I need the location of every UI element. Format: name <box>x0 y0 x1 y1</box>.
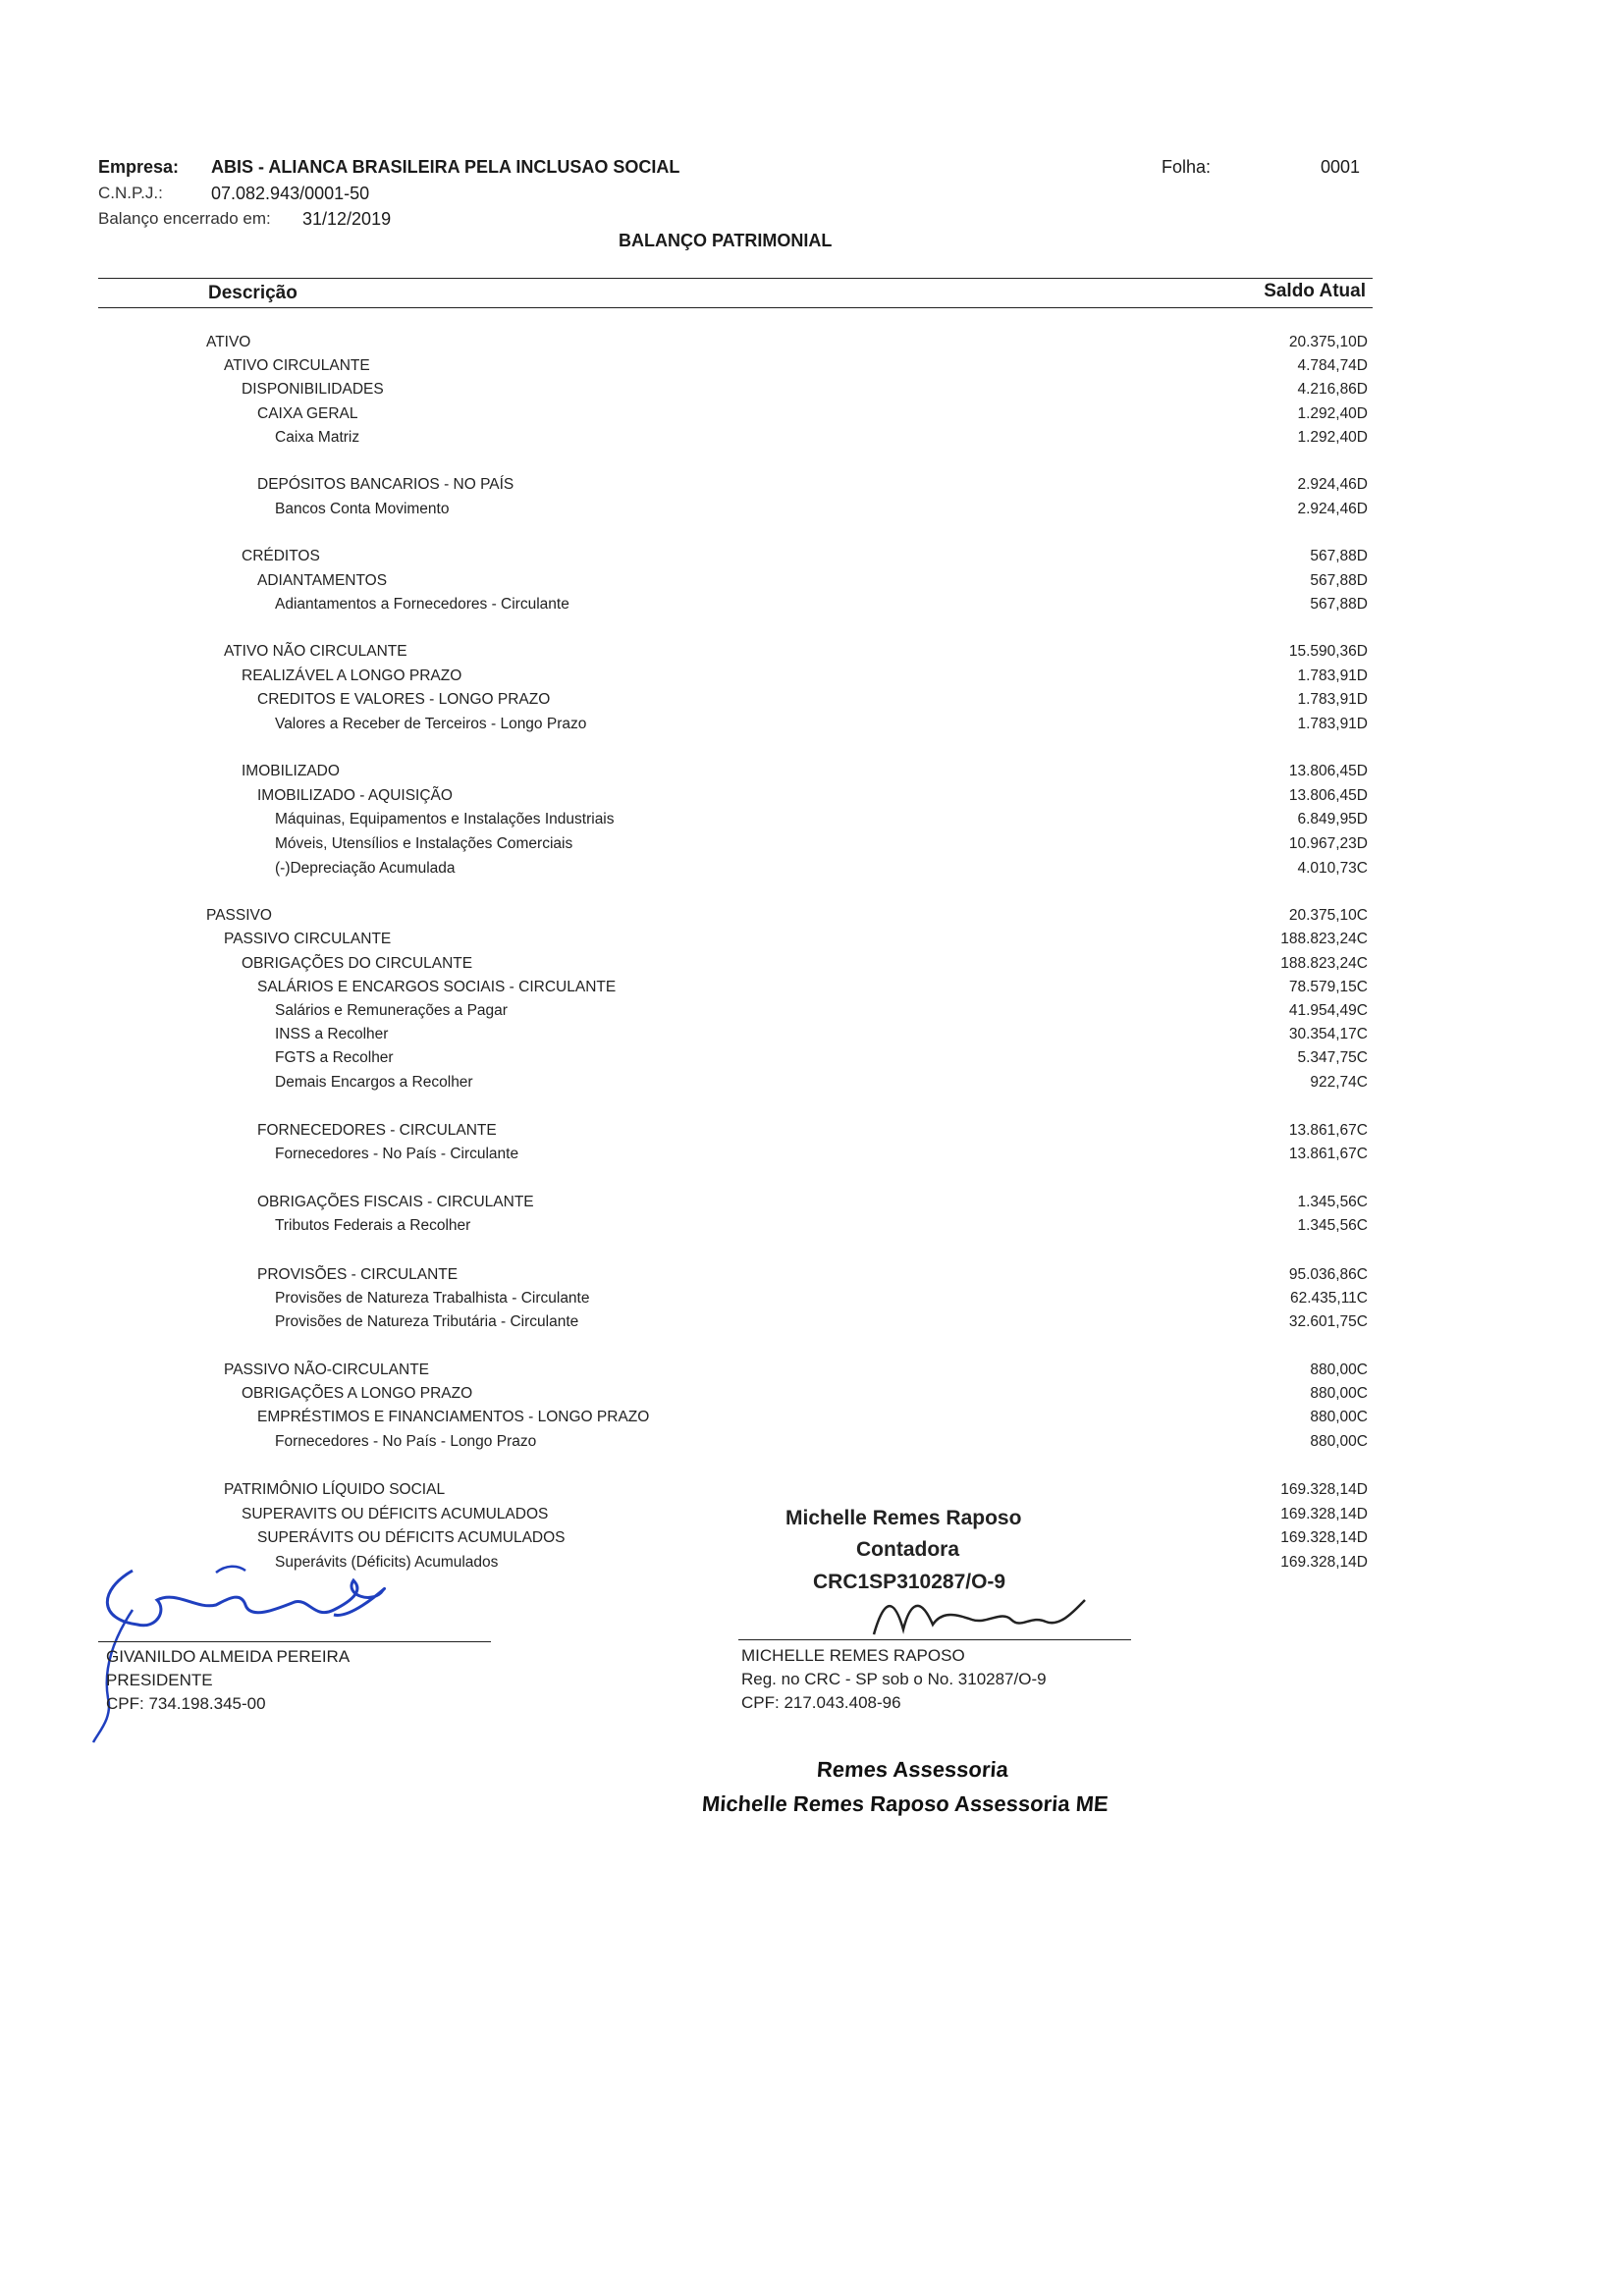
table-row <box>0 1385 1623 1407</box>
accountant-signature-line <box>738 1639 1131 1640</box>
row-description: Adiantamentos a Fornecedores - Circulante <box>275 596 569 613</box>
row-value: 78.579,15C <box>1288 979 1368 995</box>
row-description: IMOBILIZADO <box>242 763 340 779</box>
folha-label: Folha: <box>1162 157 1212 177</box>
row-description: OBRIGAÇÕES A LONGO PRAZO <box>242 1385 473 1402</box>
column-header-saldo: Saldo Atual <box>1264 281 1366 301</box>
row-description: DISPONIBILIDADES <box>242 381 384 398</box>
row-description: ATIVO CIRCULANTE <box>224 357 370 374</box>
row-value: 1.345,56C <box>1297 1217 1368 1234</box>
row-value: 5.347,75C <box>1297 1049 1368 1066</box>
row-description: PATRIMÔNIO LÍQUIDO SOCIAL <box>224 1481 446 1498</box>
table-row <box>0 596 1623 617</box>
table-row <box>0 763 1623 784</box>
row-description: FORNECEDORES - CIRCULANTE <box>257 1122 497 1139</box>
stamp-role: Contadora <box>856 1538 959 1561</box>
table-row <box>0 643 1623 665</box>
row-value: 20.375,10D <box>1288 334 1368 350</box>
row-description: IMOBILIZADO - AQUISIÇÃO <box>257 787 453 804</box>
column-header-descricao: Descrição <box>208 283 298 303</box>
row-value: 13.861,67C <box>1288 1122 1368 1139</box>
row-value: 188.823,24C <box>1280 931 1368 947</box>
row-description: OBRIGAÇÕES FISCAIS - CIRCULANTE <box>257 1194 534 1210</box>
table-row <box>0 787 1623 809</box>
row-value: 169.328,14D <box>1280 1481 1368 1498</box>
table-row <box>0 1290 1623 1311</box>
row-description: Provisões de Natureza Tributária - Circulante <box>275 1313 579 1330</box>
table-row <box>0 572 1623 594</box>
president-name: GIVANILDO ALMEIDA PEREIRA <box>106 1647 351 1666</box>
row-description: PASSIVO <box>206 907 272 924</box>
table-row <box>0 716 1623 737</box>
row-value: 880,00C <box>1310 1362 1368 1378</box>
row-value: 880,00C <box>1310 1433 1368 1450</box>
table-row <box>0 1026 1623 1047</box>
table-row <box>0 1146 1623 1167</box>
header-bottom-rule <box>98 307 1373 308</box>
balanco-label: Balanço encerrado em: <box>98 209 271 228</box>
row-description: SUPERAVITS OU DÉFICITS ACUMULADOS <box>242 1506 549 1522</box>
accountant-registration: Reg. no CRC - SP sob o No. 310287/O-9 <box>741 1670 1047 1688</box>
row-description: Salários e Remunerações a Pagar <box>275 1002 508 1019</box>
president-cpf: CPF: 734.198.345-00 <box>106 1694 266 1713</box>
row-value: 1.292,40D <box>1297 429 1368 446</box>
row-description: CRÉDITOS <box>242 548 320 564</box>
row-value: 2.924,46D <box>1297 501 1368 517</box>
table-row <box>0 811 1623 832</box>
table-row <box>0 429 1623 451</box>
row-value: 13.806,45D <box>1288 763 1368 779</box>
row-description: Tributos Federais a Recolher <box>275 1217 471 1234</box>
table-row <box>0 1074 1623 1095</box>
row-value: 4.010,73C <box>1297 860 1368 877</box>
row-description: Caixa Matriz <box>275 429 360 446</box>
table-row <box>0 1433 1623 1455</box>
row-description: ATIVO NÃO CIRCULANTE <box>224 643 407 660</box>
row-value: 1.783,91D <box>1297 667 1368 684</box>
footer-stamp-line2: Michelle Remes Raposo Assessoria ME <box>701 1791 1109 1816</box>
row-value: 10.967,23D <box>1288 835 1368 852</box>
row-description: ADIANTAMENTOS <box>257 572 388 589</box>
folha-number: 0001 <box>1321 157 1361 177</box>
row-description: SUPERÁVITS OU DÉFICITS ACUMULADOS <box>257 1529 566 1546</box>
row-value: 1.783,91D <box>1297 691 1368 708</box>
table-row <box>0 860 1623 881</box>
row-value: 188.823,24C <box>1280 955 1368 972</box>
row-description: Provisões de Natureza Trabalhista - Circulante <box>275 1290 590 1307</box>
table-row <box>0 1049 1623 1071</box>
accountant-cpf: CPF: 217.043.408-96 <box>741 1693 901 1712</box>
row-value: 6.849,95D <box>1297 811 1368 828</box>
table-row <box>0 667 1623 689</box>
row-description: DEPÓSITOS BANCARIOS - NO PAÍS <box>257 476 514 493</box>
footer-stamp-line1: Remes Assessoria <box>816 1757 1009 1782</box>
row-value: 567,88D <box>1310 572 1368 589</box>
empresa-name: ABIS - ALIANCA BRASILEIRA PELA INCLUSAO SOCIAL <box>211 157 680 177</box>
page-title: BALANÇO PATRIMONIAL <box>619 231 833 250</box>
row-description: CAIXA GERAL <box>257 405 358 422</box>
table-row <box>0 357 1623 379</box>
table-row <box>0 931 1623 952</box>
row-value: 4.216,86D <box>1297 381 1368 398</box>
cnpj-value: 07.082.943/0001-50 <box>211 184 370 203</box>
row-description: Fornecedores - No País - Circulante <box>275 1146 519 1162</box>
table-row <box>0 501 1623 522</box>
row-description: Bancos Conta Movimento <box>275 501 450 517</box>
table-row <box>0 548 1623 569</box>
table-row <box>0 1529 1623 1551</box>
row-description: Fornecedores - No País - Longo Prazo <box>275 1433 537 1450</box>
row-description: Móveis, Utensílios e Instalações Comerciais <box>275 835 573 852</box>
row-value: 4.784,74D <box>1297 357 1368 374</box>
table-row <box>0 1481 1623 1503</box>
row-description: PROVISÕES - CIRCULANTE <box>257 1266 459 1283</box>
stamp-name: Michelle Remes Raposo <box>785 1507 1022 1529</box>
row-value: 567,88D <box>1310 596 1368 613</box>
row-description: FGTS a Recolher <box>275 1049 394 1066</box>
header-top-rule <box>98 278 1373 279</box>
row-value: 169.328,14D <box>1280 1529 1368 1546</box>
row-description: ATIVO <box>206 334 251 350</box>
row-description: SALÁRIOS E ENCARGOS SOCIAIS - CIRCULANTE <box>257 979 617 995</box>
row-value: 20.375,10C <box>1288 907 1368 924</box>
table-row <box>0 1002 1623 1024</box>
row-value: 1.783,91D <box>1297 716 1368 732</box>
row-value: 169.328,14D <box>1280 1506 1368 1522</box>
table-row <box>0 476 1623 498</box>
row-description: EMPRÉSTIMOS E FINANCIAMENTOS - LONGO PRAZO <box>257 1409 650 1425</box>
table-row <box>0 381 1623 402</box>
row-description: PASSIVO CIRCULANTE <box>224 931 392 947</box>
row-value: 880,00C <box>1310 1409 1368 1425</box>
row-value: 30.354,17C <box>1288 1026 1368 1042</box>
row-description: INSS a Recolher <box>275 1026 389 1042</box>
table-row <box>0 979 1623 1000</box>
table-row <box>0 1122 1623 1144</box>
row-value: 32.601,75C <box>1288 1313 1368 1330</box>
row-description: Demais Encargos a Recolher <box>275 1074 473 1091</box>
empresa-label: Empresa: <box>98 157 180 177</box>
row-value: 2.924,46D <box>1297 476 1368 493</box>
row-value: 567,88D <box>1310 548 1368 564</box>
row-value: 95.036,86C <box>1288 1266 1368 1283</box>
president-role: PRESIDENTE <box>106 1671 213 1689</box>
row-description: CREDITOS E VALORES - LONGO PRAZO <box>257 691 551 708</box>
row-value: 41.954,49C <box>1288 1002 1368 1019</box>
table-row <box>0 955 1623 977</box>
row-value: 880,00C <box>1310 1385 1368 1402</box>
table-row <box>0 1362 1623 1383</box>
table-row <box>0 691 1623 713</box>
stamp-crc: CRC1SP310287/O-9 <box>813 1571 1006 1593</box>
table-row <box>0 1266 1623 1288</box>
row-value: 1.292,40D <box>1297 405 1368 422</box>
table-row <box>0 907 1623 929</box>
row-value: 13.806,45D <box>1288 787 1368 804</box>
row-description: PASSIVO NÃO-CIRCULANTE <box>224 1362 430 1378</box>
table-row <box>0 405 1623 427</box>
row-description: Valores a Receber de Terceiros - Longo Prazo <box>275 716 587 732</box>
table-row <box>0 1194 1623 1215</box>
row-value: 15.590,36D <box>1288 643 1368 660</box>
row-description: REALIZÁVEL A LONGO PRAZO <box>242 667 462 684</box>
row-description: Máquinas, Equipamentos e Instalações Industriais <box>275 811 615 828</box>
row-description: (-)Depreciação Acumulada <box>275 860 456 877</box>
row-value: 1.345,56C <box>1297 1194 1368 1210</box>
row-value: 922,74C <box>1310 1074 1368 1091</box>
table-row <box>0 1313 1623 1335</box>
table-row <box>0 334 1623 355</box>
table-row <box>0 1409 1623 1430</box>
row-value: 169.328,14D <box>1280 1554 1368 1571</box>
president-signature-line <box>98 1641 491 1642</box>
table-row <box>0 1217 1623 1239</box>
row-value: 13.861,67C <box>1288 1146 1368 1162</box>
table-row <box>0 835 1623 857</box>
accountant-name: MICHELLE REMES RAPOSO <box>741 1646 965 1665</box>
row-description: Superávits (Déficits) Acumulados <box>275 1554 499 1571</box>
balanco-date: 31/12/2019 <box>302 209 392 229</box>
row-value: 62.435,11C <box>1290 1290 1368 1307</box>
cnpj-label: C.N.P.J.: <box>98 184 163 202</box>
row-description: OBRIGAÇÕES DO CIRCULANTE <box>242 955 473 972</box>
